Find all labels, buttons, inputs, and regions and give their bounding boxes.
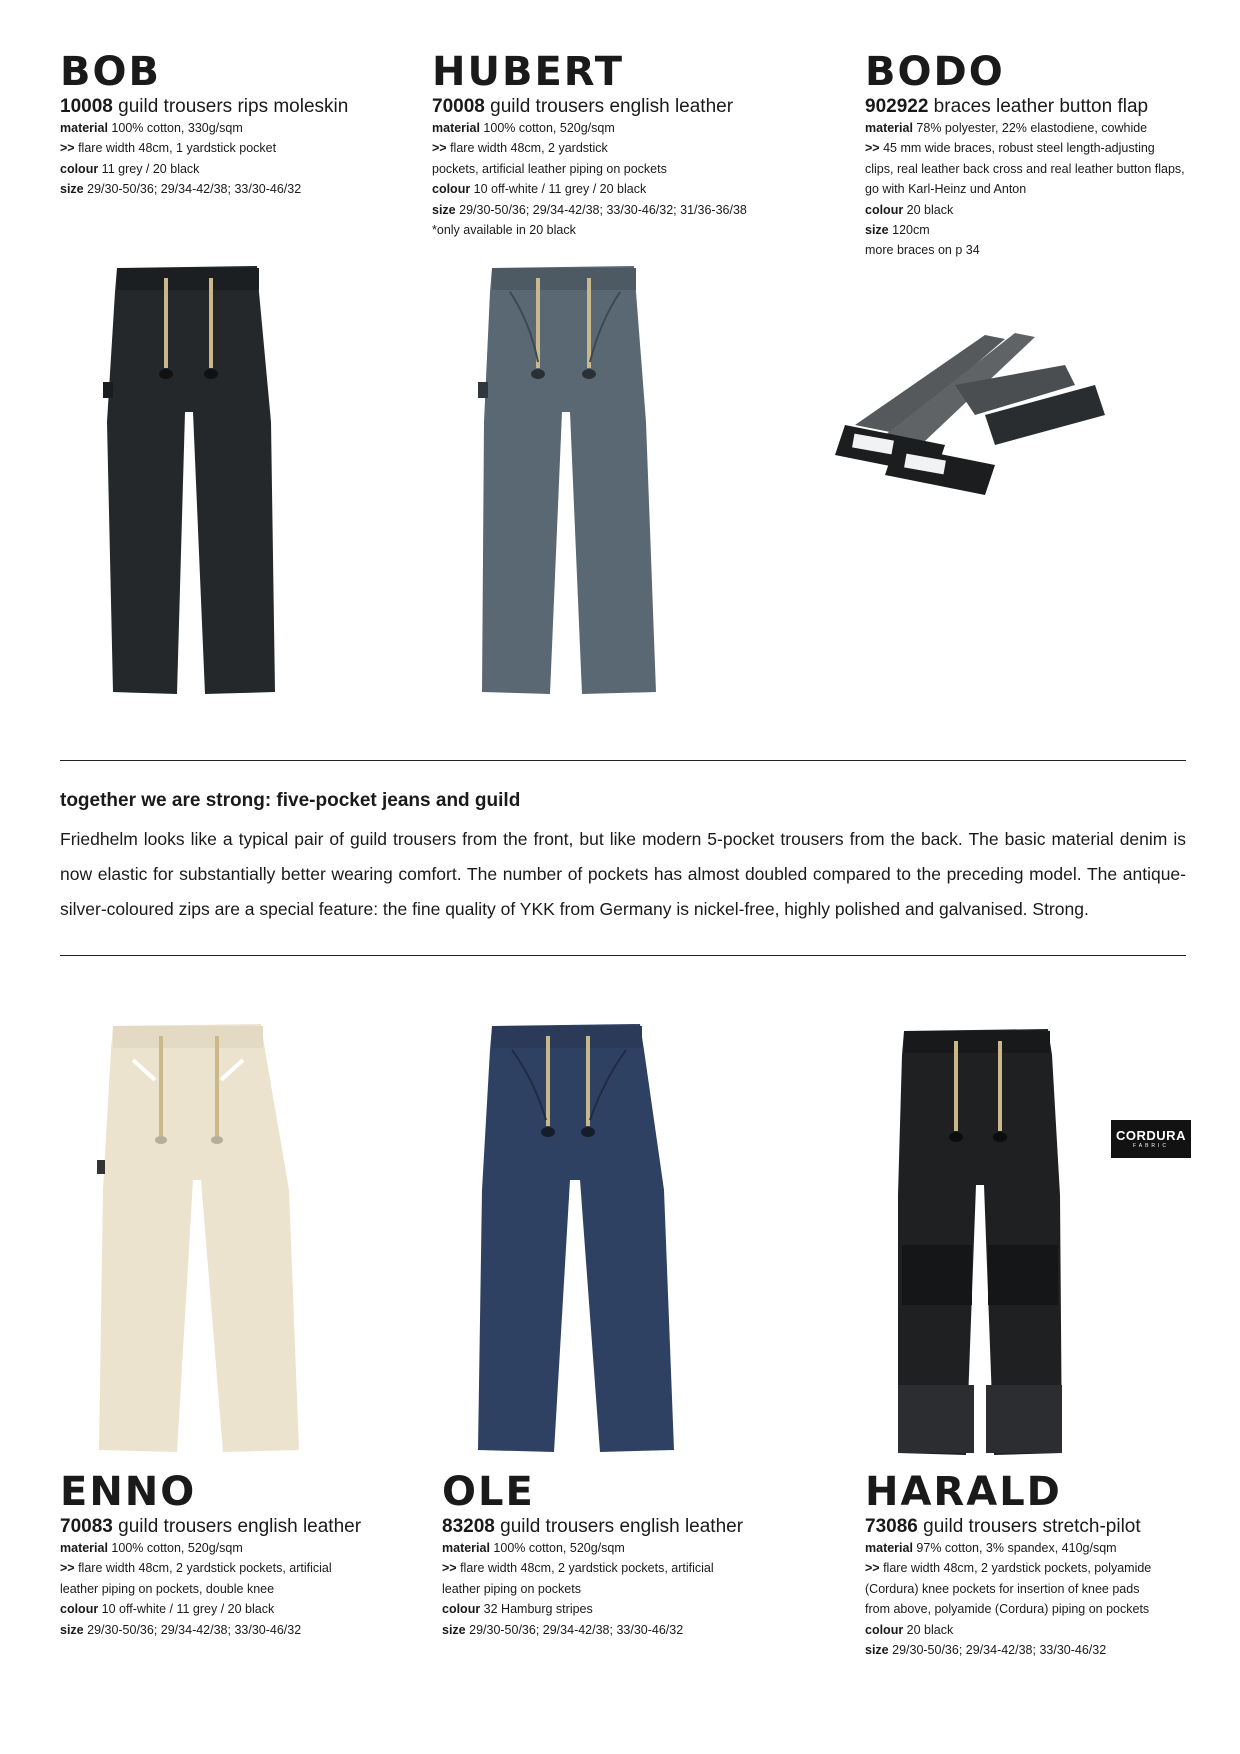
spec-line: leather piping on pockets (442, 1581, 581, 1596)
spec-line: *only available in 20 black (432, 223, 576, 238)
divider-top (60, 760, 1186, 761)
spec-line: >> flare width 48cm, 2 yardstick pockets, polyamide (865, 1561, 1152, 1576)
hubert-trousers-image (470, 262, 660, 702)
product-name: BOB (60, 49, 161, 95)
badge-sub: FABRIC (1132, 1142, 1170, 1149)
spec-line: go with Karl-Heinz und Anton (865, 182, 1027, 197)
spec-line: colour 32 Hamburg stripes (442, 1602, 593, 1617)
spec-line: leather piping on pockets, double knee (60, 1581, 275, 1596)
spec-line: size 29/30-50/36; 29/34-42/38; 33/30-46/32; 31/36-36/38 (432, 202, 747, 217)
spec-line: colour 10 off-white / 11 grey / 20 black (60, 1602, 275, 1617)
spec-line: material 78% polyester, 22% elastodiene, cowhide (865, 121, 1148, 135)
bob-trousers-image (95, 262, 285, 702)
product-headline (442, 1516, 743, 1538)
spec-line: >> flare width 48cm, 2 yardstick pockets, artificial (60, 1561, 332, 1576)
spec-line: >> flare width 48cm, 2 yardstick pockets, artificial (442, 1561, 714, 1576)
spec-line: >> 45 mm wide braces, robust steel length-adjusting (865, 141, 1155, 156)
product-name: HUBERT (432, 49, 625, 95)
product-bodo (865, 50, 1185, 261)
product-bob (60, 50, 348, 200)
spec-line: >> flare width 48cm, 1 yardstick pocket (60, 141, 277, 156)
spec-line: colour 10 off-white / 11 grey / 20 black (432, 182, 647, 197)
spec-line: more braces on p 34 (865, 243, 980, 258)
product-headline (865, 1516, 1151, 1538)
spec-line: material 100% cotton, 330g/sqm (60, 121, 243, 135)
product-hubert (432, 50, 747, 240)
product-title: guild trousers english leather (494, 1516, 744, 1537)
spec-line: (Cordura) knee pockets for insertion of knee pads (865, 1581, 1140, 1596)
product-code: 70008 (432, 96, 485, 117)
product-code: 70083 (60, 1516, 113, 1537)
enno-trousers-image (93, 1020, 303, 1460)
spec-line: material 100% cotton, 520g/sqm (432, 121, 615, 135)
feature-body: Friedhelm looks like a typical pair of guild trousers from the front, but like modern 5-pocket trousers from the back. The basic material denim is now elastic for substantially better wearing comfort. The number of pockets has almost doubled compared to the preceding model. The antique-silver-coloured zips are a special feature: the fine quality of YKK from Germany is nickel-free, highly polished and galvanised. Strong. (60, 829, 1186, 919)
spec-line: size 29/30-50/36; 29/34-42/38; 33/30-46/32 (60, 182, 302, 197)
spec-line: material 100% cotton, 520g/sqm (60, 1541, 243, 1555)
product-title: braces leather button flap (928, 96, 1149, 117)
product-title: guild trousers rips moleskin (112, 96, 349, 117)
cordura-badge (1111, 1120, 1191, 1158)
product-ole (442, 1470, 743, 1640)
spec-line: material 100% cotton, 520g/sqm (442, 1541, 625, 1555)
harald-trousers-image (890, 1025, 1070, 1460)
product-name: HARALD (865, 1469, 1062, 1515)
product-name: BODO (865, 49, 1005, 95)
badge-brand: CORDURA (1116, 1127, 1186, 1143)
spec-line: colour 20 black (865, 202, 954, 217)
spec-line: size 29/30-50/36; 29/34-42/38; 33/30-46/32 (865, 1643, 1107, 1658)
product-name: OLE (442, 1469, 535, 1515)
product-headline (60, 1516, 361, 1538)
product-enno (60, 1470, 361, 1640)
product-headline (865, 96, 1185, 118)
spec-line: from above, polyamide (Cordura) piping on pockets (865, 1602, 1150, 1617)
product-title: guild trousers english leather (484, 96, 734, 117)
spec-line: material 97% cotton, 3% spandex, 410g/sqm (865, 1541, 1117, 1555)
product-name: ENNO (60, 1469, 197, 1515)
spec-line: pockets, artificial leather piping on pockets (432, 161, 667, 176)
feature-title: together we are strong: five-pocket jeans and guild (60, 790, 521, 811)
divider-bottom (60, 955, 1186, 956)
product-title: guild trousers stretch-pilot (917, 1516, 1141, 1537)
product-harald (865, 1470, 1151, 1660)
product-code: 73086 (865, 1516, 918, 1537)
spec-line: size 120cm (865, 223, 930, 238)
product-code: 10008 (60, 96, 113, 117)
product-title: guild trousers english leather (112, 1516, 362, 1537)
spec-line: colour 11 grey / 20 black (60, 161, 200, 176)
spec-line: size 29/30-50/36; 29/34-42/38; 33/30-46/32 (442, 1622, 684, 1637)
product-headline (60, 96, 348, 118)
product-code: 83208 (442, 1516, 495, 1537)
bodo-braces-image (835, 325, 1115, 505)
ole-trousers-image (470, 1020, 680, 1460)
product-code: 902922 (865, 96, 929, 117)
spec-line: colour 20 black (865, 1622, 954, 1637)
spec-line: clips, real leather back cross and real leather button flaps, (865, 161, 1185, 176)
product-headline (432, 96, 747, 118)
spec-line: size 29/30-50/36; 29/34-42/38; 33/30-46/32 (60, 1622, 302, 1637)
spec-line: >> flare width 48cm, 2 yardstick (432, 141, 608, 156)
